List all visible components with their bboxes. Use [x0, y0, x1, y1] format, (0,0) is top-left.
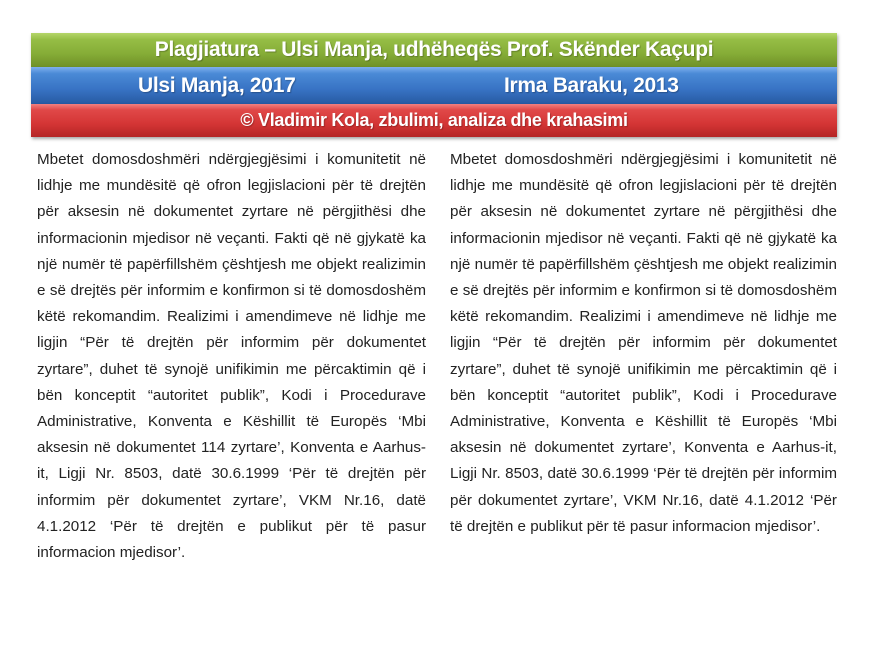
title-banner — [31, 33, 837, 67]
right-column-text: Mbetet domosdoshmëri ndërgjegjësimi i komunitetit në lidhje me mundësitë që ofron legjislacioni për të drejtën për aksesin në dokumentet zyrtare në përgjithësi dhe informacionin mjedisor në veçanti. Fakti që në gjykatë ka një numër të papërfillshëm çështjesh me objekt realizimin e së drejtës për informim e konfirmon si të domosdoshëm këtë rekomandim. Realizimi i amendimeve në lidhje me ligjin “Për të drejtën për informim për dokumentet zyrtare”, duhet të synojë unifikimin me përcaktimin që i bën konceptit “autoritet publik”, Kodi i Procedurave Administrative, Konventa e Këshillit të Europës ‘Mbi aksesin në dokumentet zyrtare’, Konventa e Aarhus-it, Ligji Nr. 8503, datë 30.6.1999 ‘Për të drejtën për informim për dokumentet zyrtare’, VKM Nr.16, datë 4.1.2012 ‘Për të drejtën e publikut për të pasur informacion mjedisor’. — [450, 151, 837, 535]
right-author-label: Irma Baraku, 2013 — [504, 73, 679, 97]
authors-banner — [31, 67, 837, 104]
left-author-label: Ulsi Manja, 2017 — [138, 73, 296, 97]
credit-text: © Vladimir Kola, zbulimi, analiza dhe krahasimi — [240, 110, 628, 130]
credit-banner — [31, 104, 837, 137]
title-text: Plagjiatura – Ulsi Manja, udhëheqës Prof. Skënder Kaçupi — [154, 38, 714, 61]
left-column-text: Mbetet domosdoshmëri ndërgjegjësimi i komunitetit në lidhje me mundësitë që ofron legjislacioni për të drejtën për aksesin në dokumentet zyrtare në përgjithësi dhe informacionin mjedisor në veçanti. Fakti që në gjykatë ka një numër të papërfillshëm çështjesh me objekt realizimin e së drejtës për informim e konfirmon si të domosdoshëm këtë rekomandim. Realizimi i amendimeve në lidhje me ligjin “Për të drejtën për informim për dokumentet zyrtare”, duhet të synojë unifikimin me përcaktimin që i bën konceptit “autoritet publik”, Kodi i Procedurave Administrative, Konventa e Këshillit të Europës ‘Mbi aksesin në dokumentet 114 zyrtare’, Konventa e Aarhus-it, Ligji Nr. 8503, datë 30.6.1999 ‘Për të drejtën për informim për dokumentet zyrtare’, VKM Nr.16, datë 4.1.2012 ‘Për të drejtën e publikut për të pasur informacion mjedisor’. — [37, 151, 426, 562]
